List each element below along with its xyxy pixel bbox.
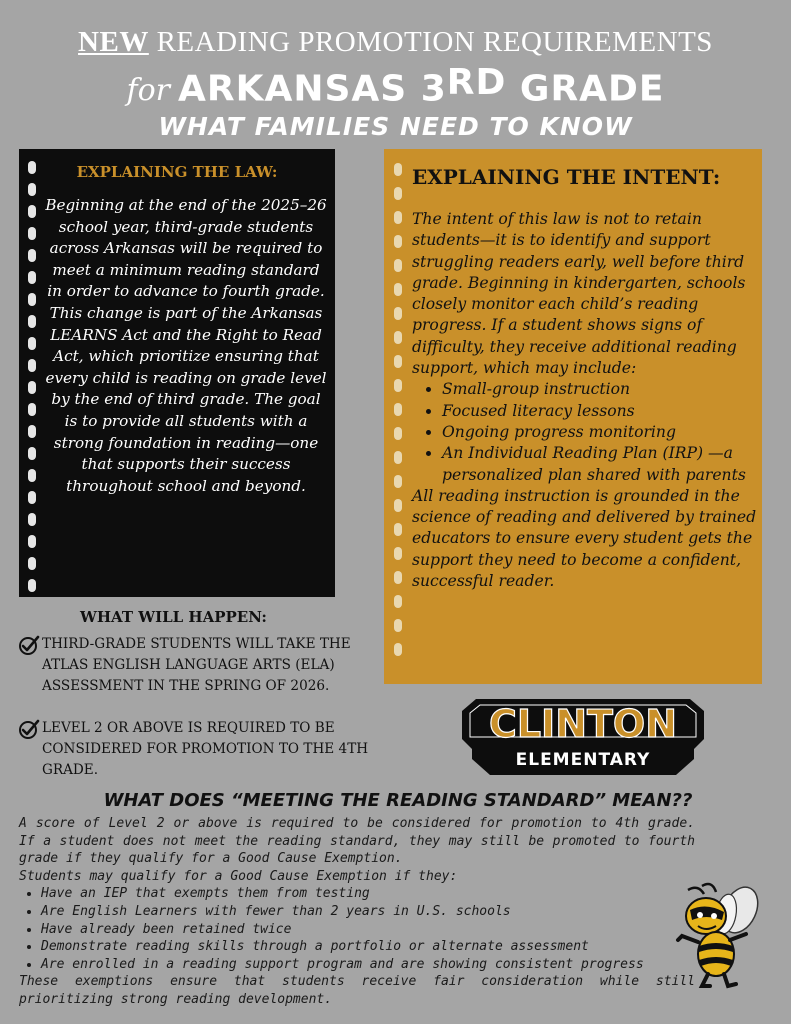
happen-item-text: LEVEL 2 OR ABOVE IS REQUIRED TO BE CONSIDERED FOR PROMOTION TO THE 4TH GRADE. — [42, 720, 369, 778]
notepad-hole — [394, 499, 402, 512]
notepad-hole — [394, 619, 402, 632]
notepad-hole — [28, 381, 36, 394]
law-paragraph-1: Beginning at the end of the 2025–26 school year, third-grade students across Arkansas will be required to meet a minimum reading standard in order to advance to fourth grade. — [45, 196, 327, 301]
notepad-hole — [394, 355, 402, 368]
intent-panel — [384, 149, 762, 684]
yellow-jacket-mascot-icon — [668, 880, 768, 990]
notepad-hole — [28, 337, 36, 350]
meeting-text — [19, 815, 739, 1009]
law-paragraph-2: This change is part of the Arkansas LEARNS Act and the Right to Read Act, which prioritize ensuring that every child is reading on grade level by the end of third grade. The goal is to provide all students with a strong foundation in reading—one that supports their success throughout school and beyond. — [45, 303, 327, 495]
intent-paragraph-1: The intent of this law is not to retain students—it is to identify and support struggling readers early, well before third grade. Beginning in kindergarten, schools closely monitor each child’s reading progress. If a student shows signs of difficulty, they receive additional reading support, which may include: — [412, 210, 746, 378]
notepad-hole — [28, 513, 36, 526]
notepad-hole — [394, 451, 402, 464]
notepad-hole — [394, 571, 402, 584]
notepad-hole — [28, 227, 36, 240]
notepad-hole — [394, 379, 402, 392]
notepad-hole — [394, 523, 402, 536]
notepad-hole — [28, 293, 36, 306]
header-grade: GRADE — [506, 68, 665, 110]
notepad-hole — [394, 595, 402, 608]
list-item: • Are enrolled in a reading support program and are showing consistent progress — [41, 956, 739, 974]
notepad-hole — [28, 183, 36, 196]
notepad-hole — [394, 259, 402, 272]
header-subtitle: WHAT FAMILIES NEED TO KNOW — [158, 112, 633, 141]
notepad-hole — [28, 249, 36, 262]
notepad-hole — [28, 359, 36, 372]
happen-item — [18, 718, 378, 781]
notepad-hole — [394, 163, 402, 176]
notepad-hole — [28, 205, 36, 218]
notepad-hole — [28, 579, 36, 592]
law-title: EXPLAINING THE LAW: — [76, 163, 278, 181]
notepad-hole — [28, 557, 36, 570]
notepad-hole — [28, 491, 36, 504]
intent-title: EXPLAINING THE INTENT: — [412, 165, 721, 189]
list-item: • An Individual Reading Plan (IRP) —a personalized plan shared with parents — [442, 443, 758, 486]
meeting-title: WHAT DOES “MEETING THE READING STANDARD” MEAN?? — [103, 790, 693, 811]
notepad-hole — [394, 475, 402, 488]
law-text — [45, 195, 327, 497]
happen-title: WHAT WILL HAPPEN: — [80, 608, 267, 626]
header-for: for — [126, 73, 170, 109]
clinton-elementary-logo — [462, 697, 704, 777]
intent-text — [412, 209, 758, 592]
check-circle-icon — [18, 718, 40, 740]
notepad-holes — [28, 161, 36, 601]
notepad-hole — [28, 271, 36, 284]
notepad-hole — [394, 283, 402, 296]
header-line-1-text: READING PROMOTION REQUIREMENTS — [148, 26, 713, 58]
list-item: • Focused literacy lessons — [442, 401, 758, 422]
happen-item-text: THIRD-GRADE STUDENTS WILL TAKE THE ATLAS ENGLISH LANGUAGE ARTS (ELA) ASSESSMENT IN THE SPRING OF 2026. — [42, 636, 351, 694]
notepad-hole — [394, 331, 402, 344]
notepad-hole — [28, 315, 36, 328]
notepad-hole — [394, 403, 402, 416]
notepad-hole — [394, 427, 402, 440]
logo-subtitle: ELEMENTARY — [515, 750, 651, 770]
notepad-hole — [28, 535, 36, 548]
notepad-hole — [394, 643, 402, 656]
notepad-holes — [394, 163, 402, 667]
logo-name: CLINTON — [488, 702, 678, 746]
happen-item — [18, 634, 378, 697]
meeting-intro: Students may qualify for a Good Cause Exemption if they: — [19, 868, 458, 884]
notepad-hole — [28, 425, 36, 438]
header-line-1 — [0, 26, 791, 59]
header-ordinal: RD — [446, 62, 507, 103]
list-item: • Ongoing progress monitoring — [442, 422, 758, 443]
list-item: • Demonstrate reading skills through a portfolio or alternate assessment — [41, 938, 739, 956]
list-item: • Are English Learners with fewer than 2 years in U.S. schools — [41, 903, 739, 921]
intent-support-list — [412, 379, 758, 485]
header-new: NEW — [78, 26, 149, 58]
notepad-hole — [28, 403, 36, 416]
notepad-hole — [394, 547, 402, 560]
law-panel — [19, 149, 335, 597]
list-item: • Have an IEP that exempts them from testing — [41, 885, 739, 903]
notepad-hole — [394, 211, 402, 224]
check-circle-icon — [18, 634, 40, 656]
list-item: • Have already been retained twice — [41, 921, 739, 939]
notepad-hole — [28, 469, 36, 482]
meeting-closing: These exemptions ensure that students receive fair consideration while still prioritizing strong reading development. — [19, 974, 695, 1007]
intent-paragraph-2: All reading instruction is grounded in the science of reading and delivered by trained educators to ensure every student gets the support they need to become a confident, successful reader. — [412, 486, 757, 591]
notepad-hole — [394, 235, 402, 248]
header-line-2 — [0, 62, 791, 109]
list-item: • Small-group instruction — [442, 379, 758, 400]
notepad-hole — [394, 187, 402, 200]
exemption-list — [19, 885, 739, 973]
header-state: ARKANSAS 3 — [177, 68, 447, 110]
notepad-hole — [28, 447, 36, 460]
meeting-paragraph-1: A score of Level 2 or above is required to be considered for promotion to 4th grade. If a student does not meet the reading standard, they may still be promoted to fourth grade if they qualify for a Good Cause Exemption. — [19, 816, 695, 867]
notepad-hole — [394, 307, 402, 320]
